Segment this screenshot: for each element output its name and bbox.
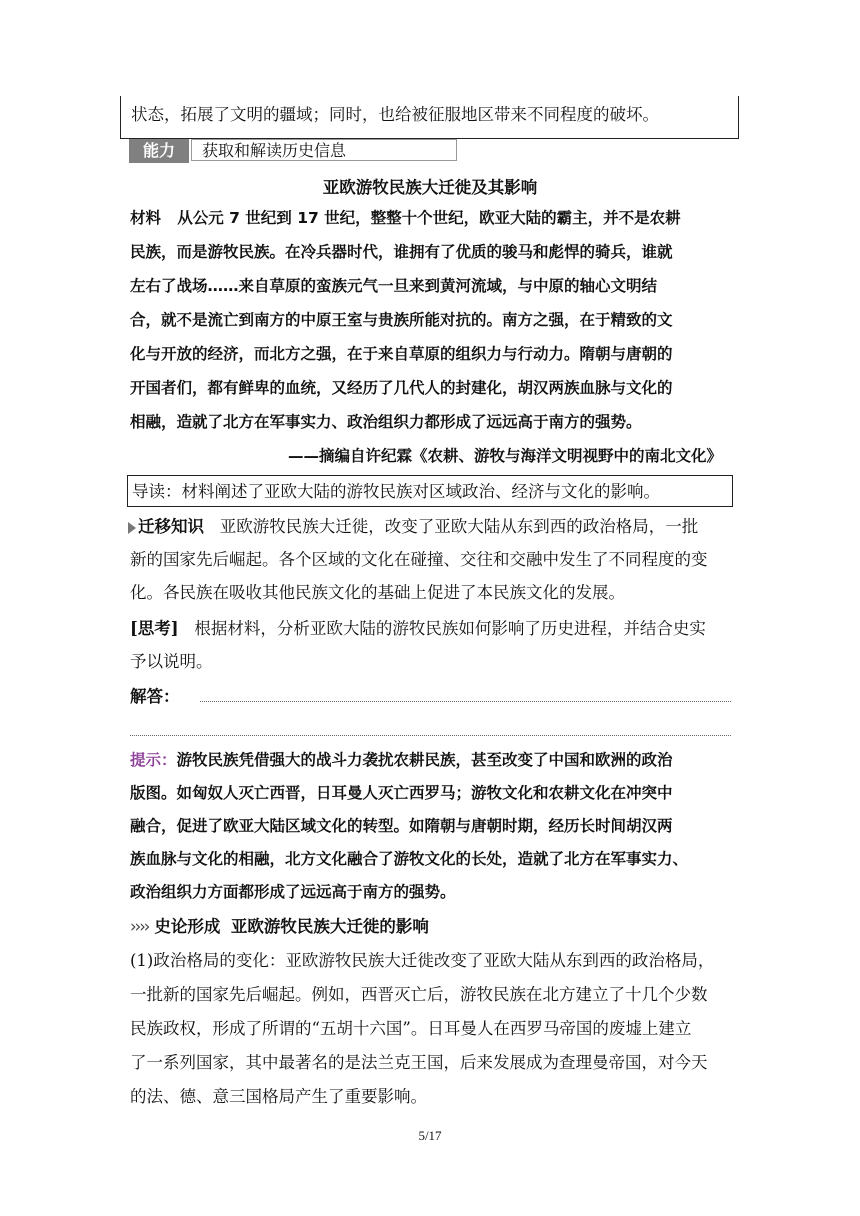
material-line: 民族，而是游牧民族。在冷兵器时代，谁拥有了优质的骏马和彪悍的骑兵，谁就 <box>130 243 673 261</box>
previous-section-text: 状态，拓展了文明的疆域；同时，也给被征服地区带来不同程度的破坏。 <box>131 105 659 124</box>
hint-line: 融合，促进了欧亚大陆区域文化的转型。如隋朝与唐朝时期，经历长时间胡汉两 <box>130 817 673 835</box>
hint-label: 提示： <box>130 751 177 769</box>
hint-line: 版图。如匈奴人灭亡西晋，日耳曼人灭亡西罗马；游牧文化和农耕文化在冲突中 <box>130 784 673 802</box>
ability-label: 获取和解读历史信息 <box>191 139 457 161</box>
answer-line[interactable] <box>130 735 731 736</box>
material-label: 材料 <box>130 209 162 227</box>
material-line: 开国者们，都有鲜卑的血统，又经历了几代人的封建化，胡汉两族血脉与文化的 <box>130 379 673 397</box>
think-line: 予以说明。 <box>130 652 213 671</box>
conclusion-line: 一批新的国家先后崛起。例如，西晋灭亡后，游牧民族在北方建立了十几个少数 <box>130 985 708 1004</box>
material-line: 材料 从公元 7 世纪到 17 世纪，整整十个世纪，欧亚大陆的霸主，并不是农耕 <box>130 209 681 227</box>
material-line: 左右了战场……来自草原的蛮族元气一旦来到黄河流域，与中原的轴心文明结 <box>130 277 658 295</box>
guide-text: 导读：材料阐述了亚欧大陆的游牧民族对区域政治、经济与文化的影响。 <box>132 482 660 501</box>
hint-line: 政治组织力方面都形成了远远高于南方的强势。 <box>130 883 456 901</box>
ability-header <box>129 139 459 163</box>
think-label: [思考] <box>130 619 179 638</box>
answer-label: 解答： <box>130 687 180 706</box>
previous-section-box <box>120 96 739 139</box>
transfer-line: 化。各民族在吸收其他民族文化的基础上促进了本民族文化的发展。 <box>130 583 625 602</box>
think-line: [思考] 根据材料，分析亚欧大陆的游牧民族如何影响了历史进程，并结合史实 <box>130 619 706 638</box>
conclusion-line: 民族政权，形成了所谓的“五胡十六国”。日耳曼人在西罗马帝国的废墟上建立 <box>130 1019 692 1038</box>
ability-tag: 能力 <box>129 139 189 163</box>
hint-line: 族血脉与文化的相融，北方文化融合了游牧文化的长处，造就了北方在军事实力、 <box>130 850 689 868</box>
conclusion-label: 史论形成 <box>154 917 221 936</box>
section-title: 亚欧游牧民族大迁徙及其影响 <box>322 178 538 197</box>
transfer-line: 迁移知识 亚欧游牧民族大迁徙，改变了亚欧大陆从东到西的政治格局，一批 <box>128 516 698 538</box>
chevrons-icon: ›››› <box>130 917 149 936</box>
page-number: 5/17 <box>418 1128 442 1143</box>
guide-box <box>127 475 733 507</box>
conclusion-line: (1)政治格局的变化：亚欧游牧民族大迁徙改变了亚欧大陆从东到西的政治格局， <box>130 951 715 970</box>
conclusion-line: 了一系列国家，其中最著名的是法兰克王国，后来发展成为查理曼帝国，对今天 <box>130 1053 708 1072</box>
triangle-icon <box>128 522 136 534</box>
material-line: 化与开放的经济，而北方之强，在于来自草原的组织力与行动力。隋朝与唐朝的 <box>130 345 673 363</box>
hint-line: 提示：游牧民族凭借强大的战斗力袭扰农耕民族，甚至改变了中国和欧洲的政治 <box>130 751 673 769</box>
transfer-label: 迁移知识 <box>138 517 204 536</box>
material-source: ——摘编自许纪霖《农耕、游牧与海洋文明视野中的南北文化》 <box>287 447 722 465</box>
material-line: 相融，造就了北方在军事实力、政治组织力都形成了远远高于南方的强势。 <box>130 413 642 431</box>
material-line: 合，就不是流亡到南方的中原王室与贵族所能对抗的。南方之强，在于精致的文 <box>130 311 673 329</box>
conclusion-heading <box>130 916 429 938</box>
conclusion-line: 的法、德、意三国格局产生了重要影响。 <box>130 1087 427 1106</box>
transfer-line: 新的国家先后崛起。各个区域的文化在碰撞、交往和交融中发生了不同程度的变 <box>130 550 708 569</box>
answer-line[interactable] <box>200 701 731 702</box>
conclusion-title: 亚欧游牧民族大迁徙的影响 <box>230 917 429 936</box>
